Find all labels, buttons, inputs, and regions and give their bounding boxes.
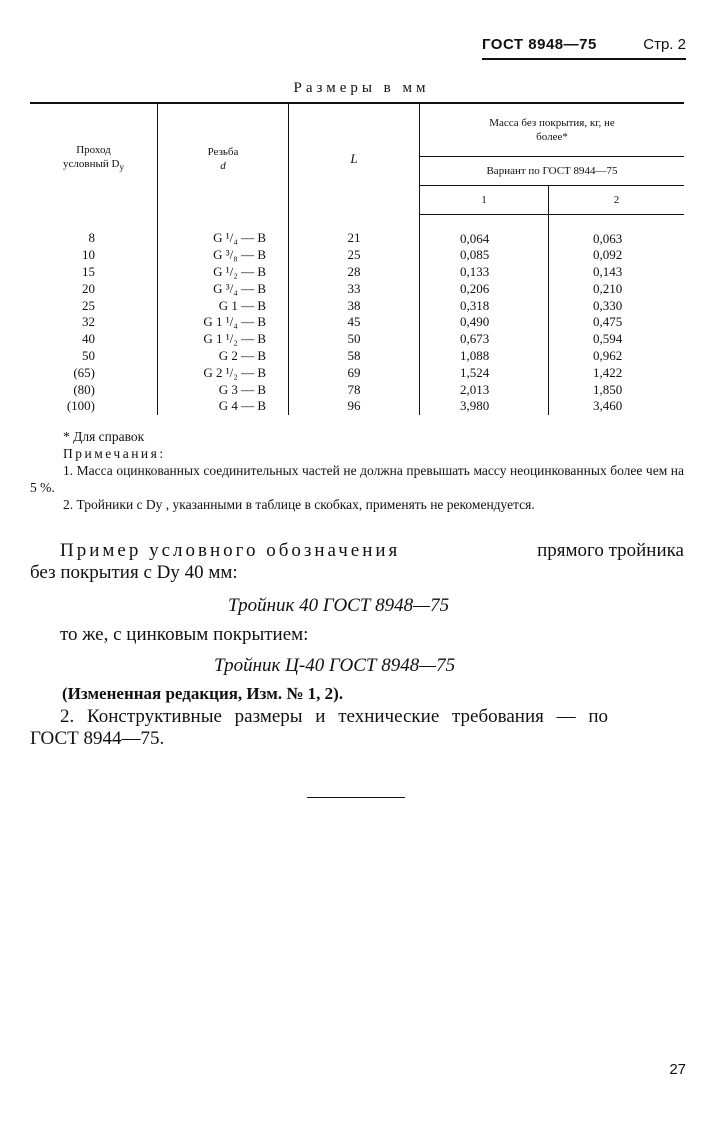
table-cell: G 1 — B bbox=[158, 298, 289, 315]
table-cell: 15 bbox=[30, 264, 158, 281]
table-cell: 96 bbox=[289, 398, 420, 415]
item-2 bbox=[30, 706, 684, 750]
table-cell: 0,962 bbox=[593, 348, 623, 364]
table-cell: G 3 — B bbox=[158, 382, 289, 399]
col-header-variant-2: 2 bbox=[549, 185, 684, 214]
reference-note: * Для справок bbox=[63, 429, 145, 444]
table-cell: 45 bbox=[289, 314, 420, 331]
col-header-variant-1: 1 bbox=[420, 185, 549, 214]
edition-note: (Измененная редакция, Изм. № 1, 2). bbox=[62, 684, 344, 703]
col-header-mass: Масса без покрытия, кг, не более* bbox=[420, 103, 685, 156]
table-cell: 3,980 bbox=[420, 398, 549, 415]
table-cell: 33 bbox=[289, 281, 420, 298]
table-cell: 0,210 bbox=[593, 280, 623, 296]
table-row bbox=[30, 331, 684, 348]
table-cell: 50 bbox=[289, 331, 420, 348]
table-cell: 1,524 bbox=[420, 365, 549, 382]
table-cell: 0,064 bbox=[420, 214, 549, 247]
item-2-line-1: 2. Конструктивные размеры и технические требования — по bbox=[60, 706, 609, 727]
table-cell: 0,318 bbox=[420, 298, 549, 315]
page-number: 27 bbox=[669, 1061, 686, 1078]
table-row bbox=[30, 314, 684, 331]
table-cell: 20 bbox=[30, 281, 158, 298]
table-cell: 40 bbox=[30, 331, 158, 348]
col-header-thread: Резьба d bbox=[158, 103, 289, 214]
table-cell: 58 bbox=[289, 348, 420, 365]
item-2-line-2: ГОСТ 8944—75. bbox=[30, 728, 165, 749]
table-cell: 38 bbox=[289, 298, 420, 315]
example-line-2: без покрытия с Dу 40 мм: bbox=[30, 562, 238, 583]
table-row bbox=[30, 281, 684, 298]
table-cell: 0,133 bbox=[420, 264, 549, 281]
standard-number: ГОСТ 8948—75 bbox=[482, 36, 597, 53]
table-row bbox=[30, 214, 684, 247]
table-title: Размеры в мм bbox=[293, 80, 430, 96]
table-cell: 32 bbox=[30, 314, 158, 331]
table-cell: 21 bbox=[289, 214, 420, 247]
table-row bbox=[30, 398, 684, 415]
table-cell: 0,475 bbox=[593, 314, 623, 330]
col-header-length: L bbox=[289, 103, 420, 214]
table-row bbox=[30, 348, 684, 365]
table-cell: 50 bbox=[30, 348, 158, 365]
table-cell: 0,594 bbox=[593, 331, 623, 347]
col-header-dy: Проход условный $D_у$ bbox=[30, 103, 158, 214]
table-cell: G ¹/₄ — B bbox=[158, 214, 289, 247]
table-cell: G ³/₈ — B bbox=[158, 247, 289, 264]
table-cell: 0,092 bbox=[593, 247, 623, 263]
table-row bbox=[30, 247, 684, 264]
table-cell: 25 bbox=[30, 298, 158, 315]
table-cell: 78 bbox=[289, 382, 420, 399]
table-cell: 3,460 bbox=[593, 398, 623, 414]
table-cell: 1,850 bbox=[593, 381, 623, 397]
table-cell: G 4 — B bbox=[158, 398, 289, 415]
table-cell: 0,490 bbox=[420, 314, 549, 331]
table-row bbox=[30, 264, 684, 281]
designation-example bbox=[30, 540, 684, 584]
col-header-variant: Вариант по ГОСТ 8944—75 bbox=[420, 156, 685, 185]
page-header bbox=[482, 36, 686, 60]
table-cell: 1,422 bbox=[593, 364, 623, 380]
zinc-coating-text: то же, с цинковым покрытием: bbox=[60, 624, 309, 645]
table-row bbox=[30, 298, 684, 315]
table-cell: G ¹/₂ — B bbox=[158, 264, 289, 281]
table-cell: 10 bbox=[30, 247, 158, 264]
table-notes bbox=[30, 428, 684, 513]
table-cell: 0,206 bbox=[420, 281, 549, 298]
notes-heading: Примечания: bbox=[63, 446, 166, 461]
table-cell: 28 bbox=[289, 264, 420, 281]
table-cell: G ³/₄ — B bbox=[158, 281, 289, 298]
example-intro-rest: прямого тройника bbox=[537, 540, 684, 561]
page-label: Стр. 2 bbox=[643, 36, 686, 53]
table-cell: 0,063 bbox=[593, 230, 623, 246]
table-cell: 8 bbox=[30, 214, 158, 247]
table-cell: 69 bbox=[289, 365, 420, 382]
table-cell: (80) bbox=[30, 382, 158, 399]
table-cell: 0,143 bbox=[593, 264, 623, 280]
designation-2: Тройник Ц-40 ГОСТ 8948—75 bbox=[214, 655, 456, 676]
table-cell: 25 bbox=[289, 247, 420, 264]
table-cell: 2,013 bbox=[420, 382, 549, 399]
table-row bbox=[30, 365, 684, 382]
designation-1: Тройник 40 ГОСТ 8948—75 bbox=[228, 595, 450, 616]
dimensions-table bbox=[30, 102, 684, 415]
table-cell: 0,330 bbox=[593, 297, 623, 313]
table-cell: 0,673 bbox=[420, 331, 549, 348]
note-1: 1. Масса оцинкованных соединительных частей не должна превышать массу неоцинкованных более чем на 5 %. bbox=[30, 463, 684, 495]
table-cell: (100) bbox=[30, 398, 158, 415]
table-cell: 0,085 bbox=[420, 247, 549, 264]
table-cell: G 1 ¹/₄ — B bbox=[158, 314, 289, 331]
example-intro-spaced: Пример условного обозначения bbox=[60, 540, 401, 561]
table-cell: G 2 ¹/₂ — B bbox=[158, 365, 289, 382]
table-row bbox=[30, 382, 684, 399]
note-2: 2. Тройники с Dу , указанными в таблице в скобках, применять не рекомендуется. bbox=[63, 497, 535, 512]
table-cell: G 1 ¹/₂ — B bbox=[158, 331, 289, 348]
table-cell: (65) bbox=[30, 365, 158, 382]
table-cell: 1,088 bbox=[420, 348, 549, 365]
end-rule bbox=[307, 797, 405, 798]
table-cell: G 2 — B bbox=[158, 348, 289, 365]
